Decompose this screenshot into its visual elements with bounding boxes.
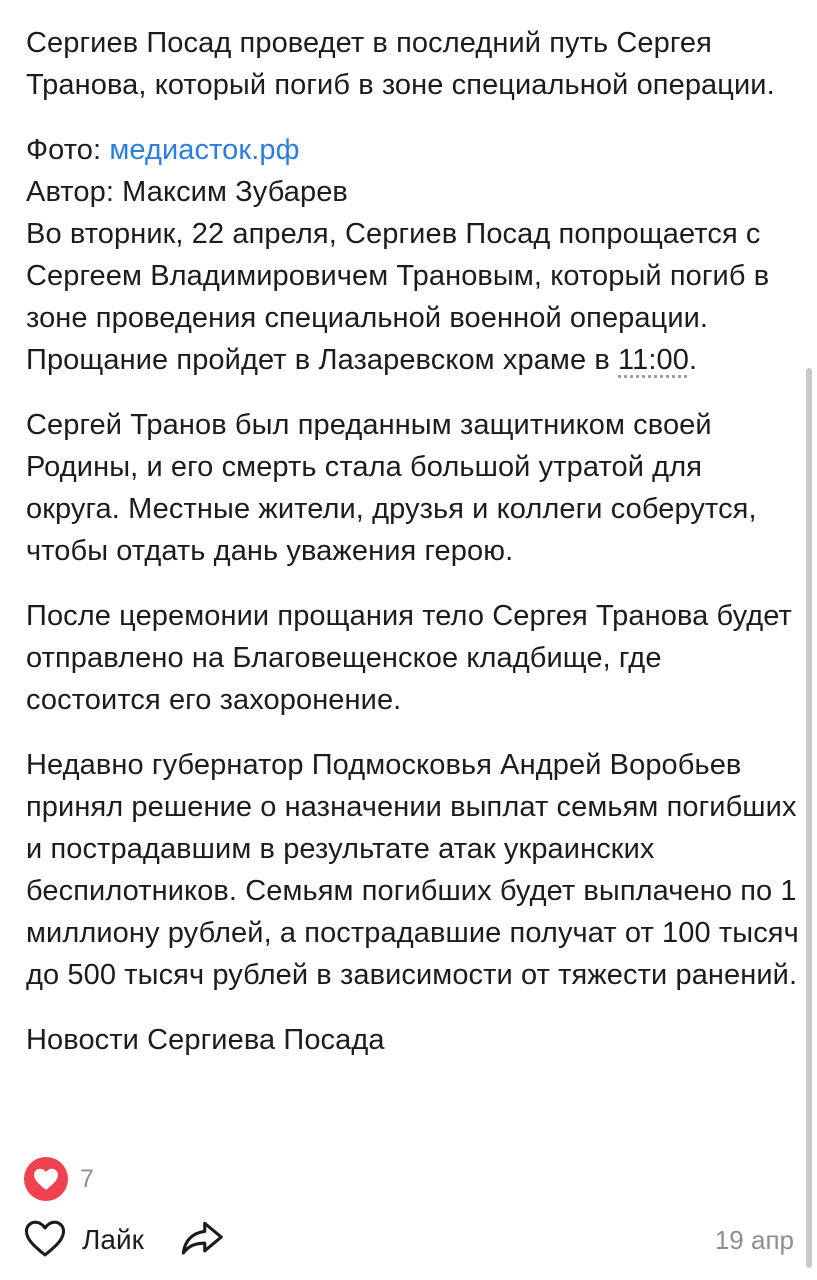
share-icon: [180, 1219, 224, 1262]
photo-credit: [26, 129, 801, 171]
post-author: Автор: Максим Зубарев: [26, 176, 348, 208]
heart-icon: [24, 1157, 68, 1201]
reaction-count: 7: [80, 1164, 94, 1193]
photo-source-link[interactable]: медиасток.рф: [109, 134, 300, 166]
post-paragraph-3: После церемонии прощания тело Сергея Транова будет отправлено на Благовещенское кладбище, где состоится его захоронение.: [26, 600, 792, 716]
event-time[interactable]: 11:00: [618, 344, 689, 376]
post-date: 19 апр: [714, 1224, 794, 1255]
reactions-summary[interactable]: [24, 1156, 94, 1202]
like-button[interactable]: [22, 1218, 144, 1263]
paragraph-1-end: .: [688, 344, 698, 376]
heart-outline-icon: [22, 1218, 68, 1263]
post-paragraph-4: Недавно губернатор Подмосковья Андрей Воробьев принял решение о назначении выплат семьям погибших и пострадавшим в результате атак украинских беспилотников. Семьям погибших будет выплачено по 1 миллиону рублей, а пострадавшие получат от 100 тысяч до 500 тысяч рублей в зависимости от тяжести ранений.: [26, 749, 799, 991]
photo-label: Фото:: [26, 134, 110, 166]
post-paragraph-2: Сергей Транов был преданным защитником своей Родины, и его смерть стала большой утратой для округа. Местные жители, друзья и коллеги соберутся, чтобы отдать дань уважения герою.: [26, 409, 757, 567]
scrollbar[interactable]: [806, 368, 812, 1268]
like-label: Лайк: [82, 1224, 144, 1255]
paragraph-1-text: Во вторник, 22 апреля, Сергиев Посад попрощается с Сергеем Владимировичем Трановым, который погиб в зоне проведения специальной военной операции. Прощание пройдет в Лазаревском храме в: [26, 218, 770, 376]
share-button[interactable]: [180, 1219, 224, 1262]
post-content: [26, 22, 801, 1061]
post-signature: Новости Сергиева Посада: [26, 1024, 385, 1056]
post-paragraph-1: [26, 213, 801, 381]
post-actions: [22, 1212, 794, 1268]
post-intro: Сергиев Посад проведет в последний путь Сергея Транова, который погиб в зоне специальной операции.: [26, 27, 775, 101]
